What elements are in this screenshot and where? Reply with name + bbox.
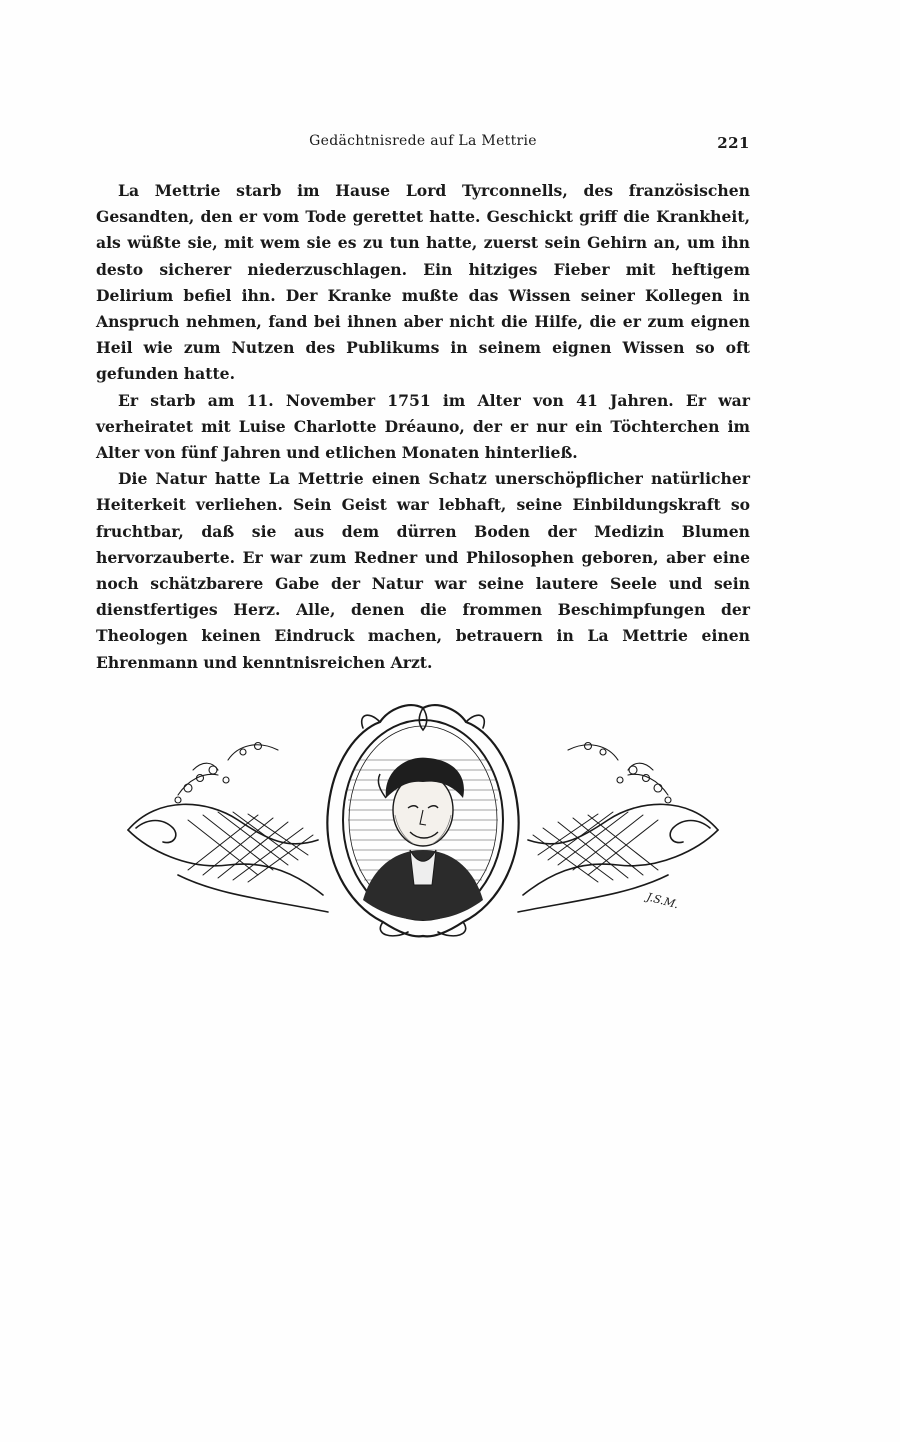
running-title: Gedächtnisrede auf La Mettrie [309, 133, 537, 149]
portrait-vignette [118, 700, 728, 940]
paragraph-character: Die Natur hatte La Mettrie einen Schatz unerschöpflicher natürlicher Heiterkeit verliehen. Sein Geist war lebhaft, seine Einbildungskraft so fruchtbar, daß sie aus dem dürren Boden der Medizin Blumen hervorzauberte. Er war zum Redner und Philosophen geboren, aber eine noch schätzbarere Gabe der Natur war seine lautere Seele und sein dienstfertiges Herz. Alle, denen die frommen Beschimpfungen der Theologen keinen Eindruck machen, betrauern in La Mettrie einen Ehrenmann und kenntnisreichen Arzt. [96, 469, 750, 672]
body-text [96, 178, 750, 676]
rococo-cartouche-illustration [118, 700, 728, 940]
engraver-signature: J.S.M. [645, 890, 680, 912]
paragraph-family: Er starb am 11. November 1751 im Alter von 41 Jahren. Er war verheiratet mit Luise Charlotte Dréauno, der er nur ein Töchterchen im Alter von fünf Jahren und etlichen Monaten hinterließ. [96, 390, 750, 463]
portrait-figure [363, 758, 483, 920]
page-number: 221 [717, 134, 750, 152]
running-head [96, 131, 750, 153]
paragraph-death: La Mettrie starb im Hause Lord Tyrconnells, des französischen Gesandten, den er vom Tode gerettet hatte. Geschickt griff die Krankheit, als wüßte sie, mit wem sie es zu tun hatte, zuerst sein Gehirn an, um ihn desto sicherer niederzuschlagen. Ein hitziges Fieber mit heftigem Delirium befiel ihn. Der Kranke mußte das Wissen seiner Kollegen in Anspruch nehmen, fand bei ihnen aber nicht die Hilfe, die er zum eignen Heil wie zum Nutzen des Publikums in seinem eignen Wissen so oft gefunden hatte. [96, 181, 750, 384]
